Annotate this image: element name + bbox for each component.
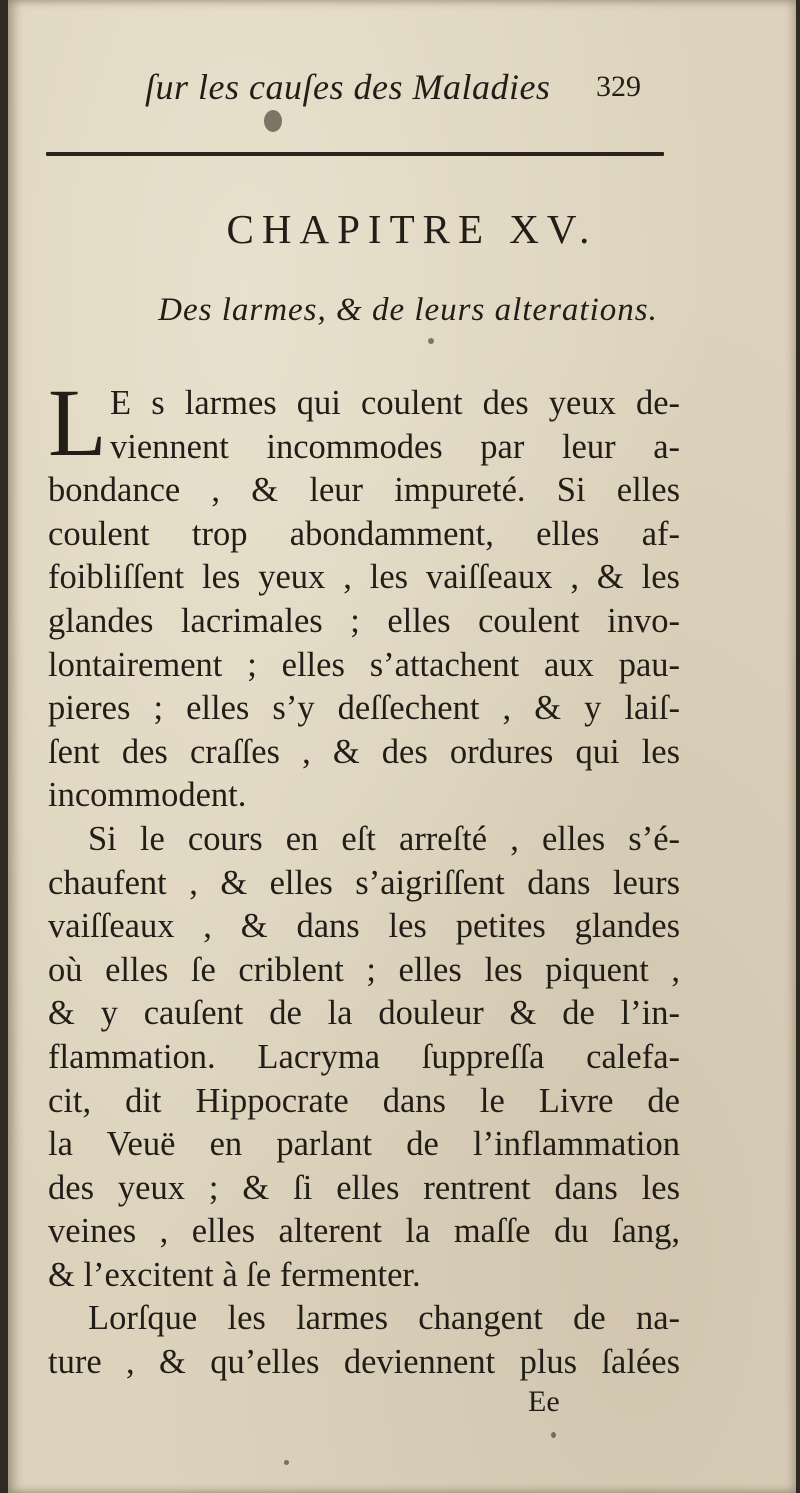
text-line: & l’excitent à ſe fermenter.	[48, 1255, 421, 1294]
text-line: lontairement ; elles s’attachent aux pau-	[48, 645, 680, 684]
text-line: où elles ſe criblent ; elles les piquent ,	[48, 950, 680, 989]
page-number: 329	[596, 70, 641, 103]
text-line: coulent trop abondamment, elles af-	[48, 514, 680, 553]
text-line: ture , & qu’elles deviennent plus ſalées	[48, 1343, 680, 1382]
text-line: incommodent.	[48, 776, 247, 815]
text-line: ſent des craſſes , & des ordures qui les	[48, 732, 680, 771]
catchword: Ee	[528, 1385, 560, 1418]
text-line: pieres ; elles s’y deſſechent , & y laiſ-	[48, 689, 680, 728]
drop-cap: L	[48, 369, 107, 476]
running-head	[8, 66, 796, 116]
chapter-subtitle: Des larmes, & de leurs alterations.	[158, 292, 658, 328]
header-rule	[46, 152, 664, 156]
body-text	[48, 369, 680, 1385]
text-line: Si le cours en eſt arreſté , elles s’é-	[88, 819, 680, 858]
text-line: vaiſſeaux , & dans les petites glandes	[48, 907, 680, 946]
running-title: ſur les cauſes des Maladies	[145, 67, 551, 107]
text-line: glandes lacrimales ; elles coulent invo-	[48, 601, 680, 640]
book-page	[8, 0, 796, 1493]
text-line: foibliſſent les yeux , les vaiſſeaux , & les	[48, 558, 680, 597]
text-line: Lorſque les larmes changent de na-	[88, 1299, 680, 1338]
chapter-heading: CHAPITRE XV.	[226, 206, 598, 252]
text-line: flammation. Lacryma ſuppreſſa calefa-	[48, 1037, 680, 1076]
text-line: viennent incommodes par leur a-	[110, 427, 680, 466]
ink-speck	[264, 110, 282, 132]
text-line: bondance , & leur impureté. Si elles	[48, 471, 680, 510]
text-line: & y cauſent de la douleur & de l’in-	[48, 994, 680, 1033]
text-line: cit, dit Hippocrate dans le Livre de	[48, 1081, 680, 1120]
ink-speck	[284, 1460, 289, 1465]
text-line: des yeux ; & ſi elles rentrent dans les	[48, 1168, 680, 1207]
text-line: chaufent , & elles s’aigriſſent dans leurs	[48, 863, 680, 902]
text-line: la Veuë en parlant de l’inflammation	[48, 1125, 680, 1164]
ink-speck	[551, 1432, 556, 1438]
ink-speck	[428, 338, 434, 344]
text-line: E s larmes qui coulent des yeux de-	[110, 384, 680, 422]
text-line: veines , elles alterent la maſſe du ſang,	[48, 1212, 680, 1251]
